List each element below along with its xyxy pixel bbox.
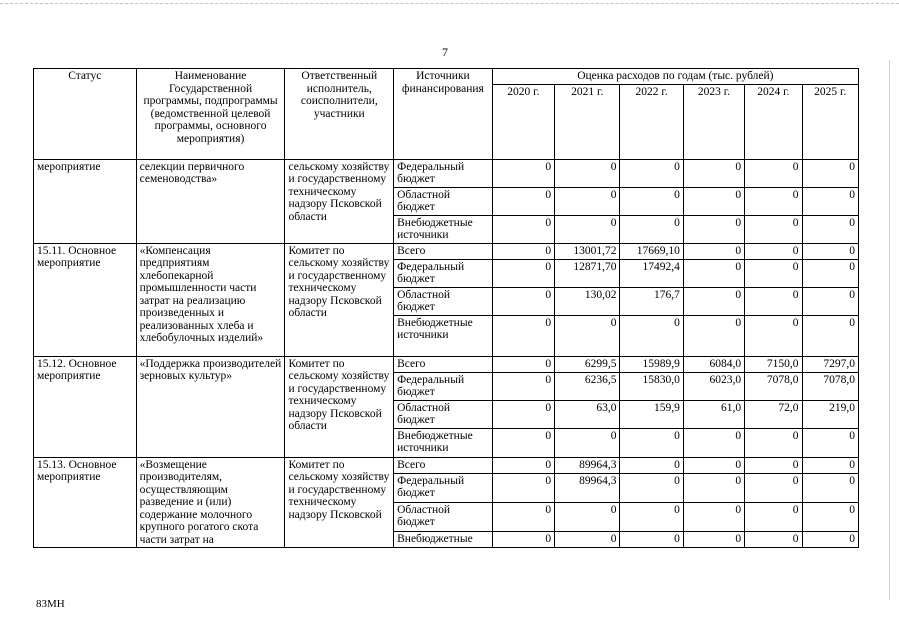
cell-value: 0 — [492, 356, 554, 372]
row-responsible: Комитет по сельскому хозяйству и государственному техническому надзору Псковской области — [285, 356, 394, 457]
cell-value: 0 — [620, 531, 683, 547]
cell-value: 0 — [555, 215, 620, 243]
cell-value: 0 — [555, 159, 620, 187]
cell-value: 0 — [683, 159, 744, 187]
cell-value: 0 — [492, 187, 554, 215]
cell-value: 0 — [802, 502, 859, 531]
cell-value: 15830,0 — [620, 372, 683, 400]
row-status: 15.13. Основное мероприятие — [34, 457, 137, 548]
cell-value: 6299,5 — [555, 356, 620, 372]
cell-value: 0 — [683, 502, 744, 531]
cell-value: 0 — [492, 531, 554, 547]
row-status: мероприятие — [34, 159, 137, 243]
cell-value: 0 — [492, 287, 554, 315]
cell-value: 0 — [492, 315, 554, 356]
row-status: 15.12. Основное мероприятие — [34, 356, 137, 457]
cell-value: 0 — [745, 187, 802, 215]
row-source: Федеральный бюджет — [394, 372, 493, 400]
cell-value: 0 — [802, 315, 859, 356]
cell-value: 17492,4 — [620, 259, 683, 287]
cell-value: 0 — [745, 259, 802, 287]
row-source: Всего — [394, 356, 493, 372]
cell-value: 0 — [683, 187, 744, 215]
cell-value: 0 — [555, 502, 620, 531]
row-source: Федеральный бюджет — [394, 159, 493, 187]
cell-value: 176,7 — [620, 287, 683, 315]
row-source: Всего — [394, 243, 493, 259]
cell-value: 0 — [745, 287, 802, 315]
header-year: 2025 г. — [802, 84, 859, 159]
row-source: Областной бюджет — [394, 187, 493, 215]
cell-value: 159,9 — [620, 400, 683, 428]
cell-value: 6023,0 — [683, 372, 744, 400]
header-sources: Источники финансирования — [394, 69, 493, 160]
cell-value: 0 — [492, 502, 554, 531]
cell-value: 0 — [802, 187, 859, 215]
cell-value: 61,0 — [683, 400, 744, 428]
row-source: Федеральный бюджет — [394, 259, 493, 287]
cell-value: 0 — [745, 428, 802, 457]
cell-value: 0 — [492, 400, 554, 428]
cell-value: 0 — [802, 259, 859, 287]
row-name: «Возмещение производителям, осуществляющим разведение и (или) содержание молочного крупного рогатого скота части затрат на — [136, 457, 285, 548]
cell-value: 0 — [683, 473, 744, 502]
cell-value: 0 — [683, 287, 744, 315]
row-source: Всего — [394, 457, 493, 473]
row-responsible: Комитет по сельскому хозяйству и государственному техническому надзору Псковской области — [285, 243, 394, 356]
cell-value: 0 — [555, 428, 620, 457]
cell-value: 0 — [620, 457, 683, 473]
scan-edge-right — [889, 60, 890, 600]
cell-value: 0 — [492, 159, 554, 187]
cell-value: 7150,0 — [745, 356, 802, 372]
row-source: Внебюджетные — [394, 531, 493, 547]
cell-value: 0 — [683, 243, 744, 259]
header-year: 2023 г. — [683, 84, 744, 159]
header-year: 2022 г. — [620, 84, 683, 159]
footer-code: 83MH — [36, 598, 65, 610]
cell-value: 0 — [745, 531, 802, 547]
header-year: 2021 г. — [555, 84, 620, 159]
row-name: селекции первичного семеноводства» — [136, 159, 285, 243]
cell-value: 0 — [745, 502, 802, 531]
cell-value: 89964,3 — [555, 473, 620, 502]
row-name: «Поддержка производителей зерновых культур» — [136, 356, 285, 457]
cell-value: 0 — [683, 215, 744, 243]
row-source: Федеральный бюджет — [394, 473, 493, 502]
cell-value: 0 — [683, 457, 744, 473]
cell-value: 89964,3 — [555, 457, 620, 473]
cell-value: 13001,72 — [555, 243, 620, 259]
cell-value: 0 — [745, 457, 802, 473]
cell-value: 0 — [802, 215, 859, 243]
row-status: 15.11. Основное мероприятие — [34, 243, 137, 356]
row-source: Внебюджетные источники — [394, 215, 493, 243]
cell-value: 6084,0 — [683, 356, 744, 372]
row-name: «Компенсация предприятиям хлебопекарной промышленности части затрат на реализацию произведенных и реализованных хлеба и хлебобулочных изделий» — [136, 243, 285, 356]
cell-value: 72,0 — [745, 400, 802, 428]
expenditure-table — [33, 68, 859, 548]
cell-value: 0 — [745, 315, 802, 356]
scan-edge-top — [0, 3, 899, 4]
cell-value: 0 — [683, 428, 744, 457]
cell-value: 15989,9 — [620, 356, 683, 372]
cell-value: 12871,70 — [555, 259, 620, 287]
header-status: Статус — [34, 69, 137, 160]
cell-value: 0 — [492, 473, 554, 502]
cell-value: 0 — [492, 372, 554, 400]
cell-value: 0 — [745, 243, 802, 259]
cell-value: 0 — [683, 315, 744, 356]
cell-value: 0 — [492, 259, 554, 287]
cell-value: 6236,5 — [555, 372, 620, 400]
cell-value: 0 — [745, 159, 802, 187]
cell-value: 0 — [620, 187, 683, 215]
cell-value: 7078,0 — [802, 372, 859, 400]
row-source: Областной бюджет — [394, 502, 493, 531]
row-responsible: Комитет по сельскому хозяйству и государственному техническому надзору Псковской — [285, 457, 394, 548]
row-source: Внебюджетные источники — [394, 428, 493, 457]
cell-value: 0 — [492, 428, 554, 457]
cell-value: 0 — [802, 243, 859, 259]
page-number: 7 — [442, 45, 448, 59]
cell-value: 0 — [620, 473, 683, 502]
cell-value: 0 — [620, 428, 683, 457]
header-name: Наименование Государственной программы, подпрограммы (ведомственной целевой программы, основного мероприятия) — [136, 69, 285, 160]
row-source: Областной бюджет — [394, 400, 493, 428]
cell-value: 7297,0 — [802, 356, 859, 372]
cell-value: 130,02 — [555, 287, 620, 315]
cell-value: 0 — [745, 473, 802, 502]
cell-value: 0 — [620, 159, 683, 187]
cell-value: 17669,10 — [620, 243, 683, 259]
cell-value: 0 — [802, 457, 859, 473]
cell-value: 0 — [802, 159, 859, 187]
cell-value: 0 — [555, 315, 620, 356]
header-year: 2020 г. — [492, 84, 554, 159]
cell-value: 0 — [620, 502, 683, 531]
cell-value: 219,0 — [802, 400, 859, 428]
cell-value: 0 — [683, 531, 744, 547]
cell-value: 0 — [683, 259, 744, 287]
cell-value: 0 — [492, 215, 554, 243]
cell-value: 0 — [802, 531, 859, 547]
cell-value: 0 — [620, 215, 683, 243]
cell-value: 63,0 — [555, 400, 620, 428]
header-year: 2024 г. — [745, 84, 802, 159]
cell-value: 0 — [492, 457, 554, 473]
cell-value: 0 — [745, 215, 802, 243]
cell-value: 0 — [492, 243, 554, 259]
cell-value: 0 — [802, 287, 859, 315]
cell-value: 0 — [802, 428, 859, 457]
cell-value: 0 — [802, 473, 859, 502]
cell-value: 0 — [620, 315, 683, 356]
cell-value: 0 — [555, 531, 620, 547]
row-source: Внебюджетные источники — [394, 315, 493, 356]
row-source: Областной бюджет — [394, 287, 493, 315]
header-responsible: Ответственный исполнитель, соисполнители, участники — [285, 69, 394, 160]
cell-value: 0 — [555, 187, 620, 215]
cell-value: 7078,0 — [745, 372, 802, 400]
row-responsible: сельскому хозяйству и государственному техническому надзору Псковской области — [285, 159, 394, 243]
header-estimate: Оценка расходов по годам (тыс. рублей) — [492, 69, 858, 85]
